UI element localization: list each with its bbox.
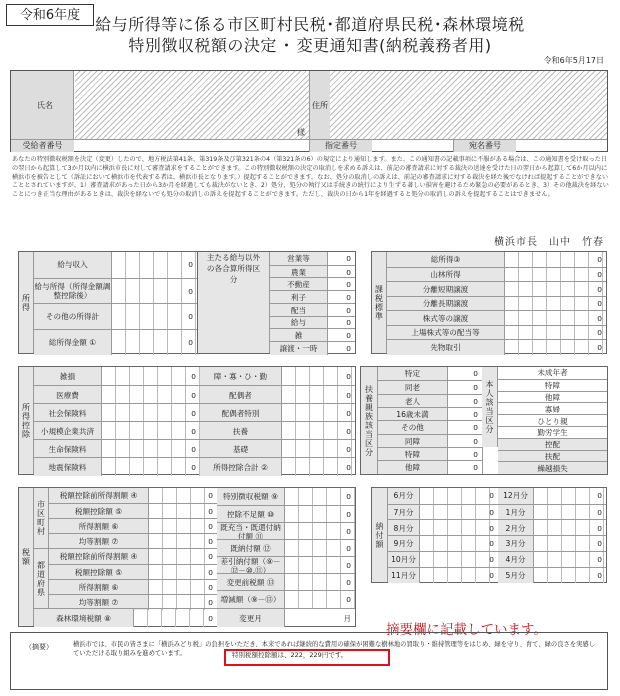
row-value: 0 xyxy=(285,557,355,574)
row-value: 0 xyxy=(346,343,351,353)
row-value: 0 xyxy=(534,536,606,552)
tax-detail-row xyxy=(217,573,355,591)
deduction-row xyxy=(200,403,355,422)
row-label: 分離長期譲渡 xyxy=(387,297,505,312)
pref-tax-row xyxy=(49,549,217,564)
row-label: 雑損 xyxy=(34,367,102,385)
taxpayer-info xyxy=(10,70,608,152)
tax-detail-row xyxy=(217,505,355,523)
remarks-text: 横浜市では、市民の皆さまに「横浜みどり税」の負担をいただき、本来であれば継続的な費用の確保が困難な樹林地の買取り・維持管理等をはじめ、緑を守り、育て、緑の良さを実感していただける取り組みを進めています。 xyxy=(73,641,596,657)
income-category-row xyxy=(270,341,355,355)
dependent-row xyxy=(378,380,482,394)
pref-tax-row xyxy=(49,564,217,580)
name-label: 氏名 xyxy=(11,71,74,139)
row-value: 0 xyxy=(102,422,200,440)
row-label: 同障 xyxy=(378,435,448,448)
person-category-label: 勤労学生 xyxy=(498,427,607,439)
row-value: 0 xyxy=(534,568,606,584)
row-value: 0 xyxy=(285,591,355,608)
deduction-row xyxy=(34,457,200,476)
row-label: 譲渡・一時 xyxy=(270,342,328,355)
row-value: 0 xyxy=(346,331,351,341)
income-panel xyxy=(18,251,198,354)
issue-date: 令和6年5月17日 xyxy=(543,56,604,65)
person-category-label: 繰越損失 xyxy=(498,462,607,474)
installment-row xyxy=(498,567,606,584)
row-label: 3月分 xyxy=(498,536,534,552)
person-category-row xyxy=(498,461,607,474)
person-category-label: 未成年者 xyxy=(498,367,607,379)
row-value: 0 xyxy=(285,523,355,540)
row-value: 0 xyxy=(112,304,197,330)
row-label: 地震保険料 xyxy=(34,458,102,476)
dependent-row xyxy=(378,394,482,408)
row-value: 0 xyxy=(534,488,606,504)
row-value: 0 xyxy=(420,505,498,521)
row-label: 利子 xyxy=(270,291,328,304)
row-label: 先物取引 xyxy=(387,340,505,355)
row-label: 小規模企業共済 xyxy=(34,422,102,440)
taxable-row xyxy=(387,310,606,326)
income-row xyxy=(34,303,197,330)
row-value: 0 xyxy=(285,540,355,557)
income-category-row xyxy=(270,252,355,265)
income-category-row xyxy=(270,290,355,304)
city-tax-row xyxy=(49,533,217,549)
recipient-no-label: 受給者番号 xyxy=(11,140,74,152)
row-label: 変更前税額 ⑬ xyxy=(217,574,285,591)
installment-row xyxy=(388,488,498,504)
change-month-label: 変更月 xyxy=(217,609,285,627)
row-value: 0 xyxy=(473,410,478,420)
forest-tax-value: 0 xyxy=(134,609,217,627)
dependent-row xyxy=(378,407,482,421)
person-category-label: 寡婦 xyxy=(498,403,607,415)
row-value: 0 xyxy=(346,280,351,290)
income-category-row xyxy=(270,328,355,342)
person-category-label: 他障 xyxy=(498,392,607,404)
pref-tax-row xyxy=(49,579,217,595)
row-value: 0 xyxy=(473,423,478,433)
row-value: 0 xyxy=(505,326,606,341)
row-label: 所得控除合計 ② xyxy=(200,458,282,476)
row-value: 0 xyxy=(346,292,351,302)
row-label: 雑 xyxy=(270,329,328,342)
row-value: 0 xyxy=(102,386,200,404)
row-value: 0 xyxy=(149,595,217,610)
row-value: 0 xyxy=(282,367,355,385)
row-label: 総所得金額 ① xyxy=(34,330,112,356)
person-category-row xyxy=(498,367,607,379)
row-label: 5月分 xyxy=(498,568,534,584)
row-label: 所得割額 ⑥ xyxy=(49,519,149,534)
row-value: 0 xyxy=(473,463,478,473)
person-category-label: 扶配 xyxy=(498,451,607,463)
row-value: 0 xyxy=(285,506,355,523)
dependent-row xyxy=(378,434,482,448)
dependents-section-label: 扶養親族該当区分 xyxy=(361,367,378,474)
installment-row xyxy=(498,535,606,552)
deduction-row xyxy=(34,385,200,404)
row-label: 税額控除前所得割額 ④ xyxy=(49,549,149,564)
row-value: 0 xyxy=(149,519,217,534)
taxable-standard-label: 課税標準 xyxy=(372,252,387,353)
row-value: 0 xyxy=(534,552,606,568)
row-label: 税額控除前所得割額 ④ xyxy=(49,488,149,503)
dependent-row xyxy=(378,460,482,474)
row-label: 1月分 xyxy=(498,505,534,521)
city-label: 市区町村 xyxy=(34,488,49,548)
row-value: 0 xyxy=(505,252,606,267)
dependents-panel xyxy=(360,366,608,475)
income-category-panel xyxy=(198,251,356,354)
row-label: 山林所得 xyxy=(387,268,505,283)
row-label: 給与収入 xyxy=(34,252,112,278)
row-value: 0 xyxy=(149,488,217,503)
row-label: 税額控除額 ⑤ xyxy=(49,565,149,580)
row-label: 10月分 xyxy=(388,552,420,568)
row-value: 0 xyxy=(346,305,351,315)
income-row xyxy=(34,278,197,305)
income-category-label: 主たる給与以外の各合算所得区分 xyxy=(198,252,270,353)
tax-section-label: 税額 xyxy=(19,488,34,626)
row-label: その他 xyxy=(378,421,448,434)
row-label: 既納付額 ⑫ xyxy=(217,540,285,557)
row-value: 0 xyxy=(282,422,355,440)
tax-detail-row xyxy=(217,522,355,540)
row-label: 均等割額 ⑦ xyxy=(49,595,149,610)
row-value: 0 xyxy=(285,574,355,591)
remarks-label: （摘要） xyxy=(25,643,53,651)
row-label: 均等割額 ⑦ xyxy=(49,534,149,549)
installment-row xyxy=(498,519,606,536)
deduction-row xyxy=(200,457,355,476)
row-label: 特障 xyxy=(378,448,448,461)
fiscal-year-box: 令和6年度 xyxy=(6,4,94,26)
taxable-row xyxy=(387,325,606,341)
taxable-row xyxy=(387,252,606,267)
deduction-row xyxy=(34,439,200,458)
row-value: 0 xyxy=(346,267,351,277)
row-value: 0 xyxy=(102,367,200,385)
row-value: 0 xyxy=(102,458,200,476)
address-label: 住所 xyxy=(309,71,331,139)
row-value: 0 xyxy=(534,520,606,536)
row-label: 4月分 xyxy=(498,552,534,568)
deduction-row xyxy=(200,439,355,458)
installments-section-label: 納付額 xyxy=(372,488,388,582)
row-value: 0 xyxy=(149,549,217,564)
row-label: 税額控除額 ⑤ xyxy=(49,504,149,519)
income-row xyxy=(34,329,197,356)
deductions-section-label: 所得控除 xyxy=(19,367,34,474)
row-value: 0 xyxy=(473,449,478,459)
installment-row xyxy=(388,567,498,584)
honorific: 様 xyxy=(297,128,305,137)
person-category-label: 控配 xyxy=(498,439,607,451)
row-value: 0 xyxy=(346,253,351,263)
city-tax-row xyxy=(49,503,217,519)
taxable-row xyxy=(387,267,606,283)
row-value: 0 xyxy=(505,268,606,283)
installment-row xyxy=(498,488,606,504)
notice-paragraph: あなたの特別徴収税額を決定（変更）したので、地方税法第41条、第319条及び第321条の4（第321条の6）の規定により通知します。また、この通知書の記載事項に不服がある場合は、この通知書を受け取った日の翌日から起算して3か月以内に横浜市長に対して審査請求をすることができます。この特別徴収税額の決定の取消しを求める訴えは、前記の審査請求に対する裁決の送達を受けた日の翌日から起算して6か月以内に横浜市を被告として（訴訟において横浜市を代表する者は、横浜市長となります。）提起することができます。なお、処分の取消しの訴えは、前記の審査請求に対する裁決を経た後でなければ提起することができないこととされていますが、1）審査請求があった日から3か月を経過しても裁決がないとき、2）処分、処分の執行又は手続きの続行により生ずる著しい損害を避けるため緊急の必要があるとき、3）その他裁決を経ないことにつき正当な理由があるときは、裁決を経ないでも処分の取消しの訴えを提起することができます。ただし、裁決の日から1年を経過すると処分の取消しの訴えを提起することはできません。 xyxy=(12,156,609,199)
tax-amounts-panel xyxy=(18,487,356,627)
dependent-row xyxy=(378,420,482,434)
row-value: 0 xyxy=(346,318,351,328)
person-category-label: ひとり親 xyxy=(498,415,607,427)
row-value: 0 xyxy=(473,436,478,446)
row-value: 0 xyxy=(534,505,606,521)
row-label: 増減額（⑨－⑬） xyxy=(217,591,285,608)
row-label: 差引納付額（⑨－⑫－⑩,⑪） xyxy=(217,557,285,574)
change-month-unit: 月 xyxy=(343,613,351,623)
row-label: 営業等 xyxy=(270,252,328,265)
forest-tax-label: 森林環境税額 ⑧ xyxy=(34,609,134,627)
highlight-box xyxy=(224,649,390,666)
income-row xyxy=(34,252,197,278)
row-value: 0 xyxy=(505,340,606,355)
row-value: 0 xyxy=(102,440,200,458)
deduction-row xyxy=(34,403,200,422)
dependent-row xyxy=(378,367,482,380)
row-label: 老人 xyxy=(378,395,448,408)
city-tax-row xyxy=(49,518,217,534)
tax-detail-row xyxy=(217,539,355,557)
document-title-line1: 給与所得等に係る市区町村民税･都道府県民税･森林環境税 xyxy=(95,15,525,34)
deductions-panel xyxy=(18,366,356,475)
remarks-note: 摘要欄に記載しています。 xyxy=(386,622,547,638)
row-value: 0 xyxy=(505,311,606,326)
row-label: 16歳未満 xyxy=(378,408,448,421)
row-label: 医療費 xyxy=(34,386,102,404)
document-title-line2: 特別徴収税額の決定 ･ 変更通知書(納税義務者用) xyxy=(128,36,492,55)
row-value: 0 xyxy=(112,252,197,278)
row-value: 0 xyxy=(112,330,197,356)
row-label: 他障 xyxy=(378,461,448,474)
taxable-standard-panel xyxy=(371,251,607,354)
taxable-row xyxy=(387,339,606,355)
row-label: 基礎 xyxy=(200,440,282,458)
row-value: 0 xyxy=(112,279,197,305)
row-label: 8月分 xyxy=(388,520,420,536)
row-value: 0 xyxy=(473,369,478,379)
row-label: 特別徴収税額 ⑨ xyxy=(217,488,285,505)
row-value: 0 xyxy=(282,404,355,422)
row-label: 7月分 xyxy=(388,505,420,521)
deduction-row xyxy=(200,385,355,404)
income-section-label: 所得 xyxy=(19,252,34,353)
deduction-row xyxy=(34,421,200,440)
address-field xyxy=(330,71,607,139)
row-label: 総所得③ xyxy=(387,252,505,267)
income-category-row xyxy=(270,303,355,317)
row-value: 0 xyxy=(282,440,355,458)
row-value: 0 xyxy=(149,504,217,519)
name-field xyxy=(75,71,309,139)
row-label: 農業 xyxy=(270,266,328,279)
row-value: 0 xyxy=(285,488,355,505)
row-label: 既充当・既還付納付額 ⑪ xyxy=(217,523,285,540)
row-label: 同老 xyxy=(378,381,448,394)
row-label: 扶養 xyxy=(200,422,282,440)
row-value: 0 xyxy=(505,297,606,312)
row-label: その他の所得計 xyxy=(34,304,112,330)
row-value: 0 xyxy=(282,386,355,404)
person-section-label: 本人該当区分 xyxy=(482,367,498,447)
installment-row xyxy=(498,504,606,521)
row-label: 株式等の譲渡 xyxy=(387,311,505,326)
row-label: 給与 xyxy=(270,317,328,330)
row-label: 配偶者特別 xyxy=(200,404,282,422)
deduction-row xyxy=(200,421,355,440)
row-value: 0 xyxy=(473,396,478,406)
deduction-row xyxy=(200,367,355,385)
income-category-row xyxy=(270,277,355,291)
row-value: 0 xyxy=(420,552,498,568)
row-label: 6月分 xyxy=(388,488,420,504)
installment-row xyxy=(388,535,498,552)
installment-row xyxy=(388,519,498,536)
row-value: 0 xyxy=(149,565,217,580)
addressee-no-label: 宛名番号 xyxy=(453,140,516,152)
row-label: 9月分 xyxy=(388,536,420,552)
deduction-row xyxy=(34,367,200,385)
person-category-label: 特障 xyxy=(498,380,607,392)
row-label: 11月分 xyxy=(388,568,420,584)
dependent-row xyxy=(378,447,482,461)
tax-detail-row xyxy=(217,488,355,505)
installment-row xyxy=(498,551,606,568)
row-label: 上場株式等の配当等 xyxy=(387,326,505,341)
row-value: 0 xyxy=(420,488,498,504)
taxable-row xyxy=(387,296,606,312)
remarks-box xyxy=(10,632,608,690)
row-value: 0 xyxy=(282,458,355,476)
income-category-row xyxy=(270,316,355,330)
row-value: 0 xyxy=(473,383,478,393)
installments-panel xyxy=(371,487,607,583)
designation-no-label: 指定番号 xyxy=(309,140,372,152)
signer: 横浜市長 山中 竹春 xyxy=(494,237,604,248)
row-label: 不動産 xyxy=(270,278,328,291)
row-value: 0 xyxy=(102,404,200,422)
row-label: 2月分 xyxy=(498,520,534,536)
row-value: 0 xyxy=(420,536,498,552)
row-label: 生命保険料 xyxy=(34,440,102,458)
row-label: 特定 xyxy=(378,367,448,380)
income-category-row xyxy=(270,265,355,279)
row-label: 控除不足額 ⑩ xyxy=(217,506,285,523)
taxable-row xyxy=(387,281,606,297)
pref-label: 都道府県 xyxy=(34,548,49,609)
installment-row xyxy=(388,504,498,521)
row-label: 配当 xyxy=(270,304,328,317)
tax-detail-row xyxy=(217,556,355,574)
row-label: 12月分 xyxy=(498,488,534,504)
row-value: 0 xyxy=(420,520,498,536)
city-tax-row xyxy=(49,488,217,503)
row-label: 配偶者 xyxy=(200,386,282,404)
row-label: 障・寡・ひ・勤 xyxy=(200,367,282,385)
row-value: 0 xyxy=(420,568,498,584)
tax-detail-row xyxy=(217,590,355,608)
row-value: 0 xyxy=(149,534,217,549)
row-label: 分離短期譲渡 xyxy=(387,282,505,297)
special-deduction-text: 特別税額控除額は、222，229円です。 xyxy=(232,651,348,659)
row-label: 所得割額 ⑥ xyxy=(49,580,149,595)
installment-row xyxy=(388,551,498,568)
row-label: 給与所得（所得金額調整控除後） xyxy=(34,279,112,305)
row-value: 0 xyxy=(505,282,606,297)
row-value: 0 xyxy=(149,580,217,595)
row-label: 社会保険料 xyxy=(34,404,102,422)
